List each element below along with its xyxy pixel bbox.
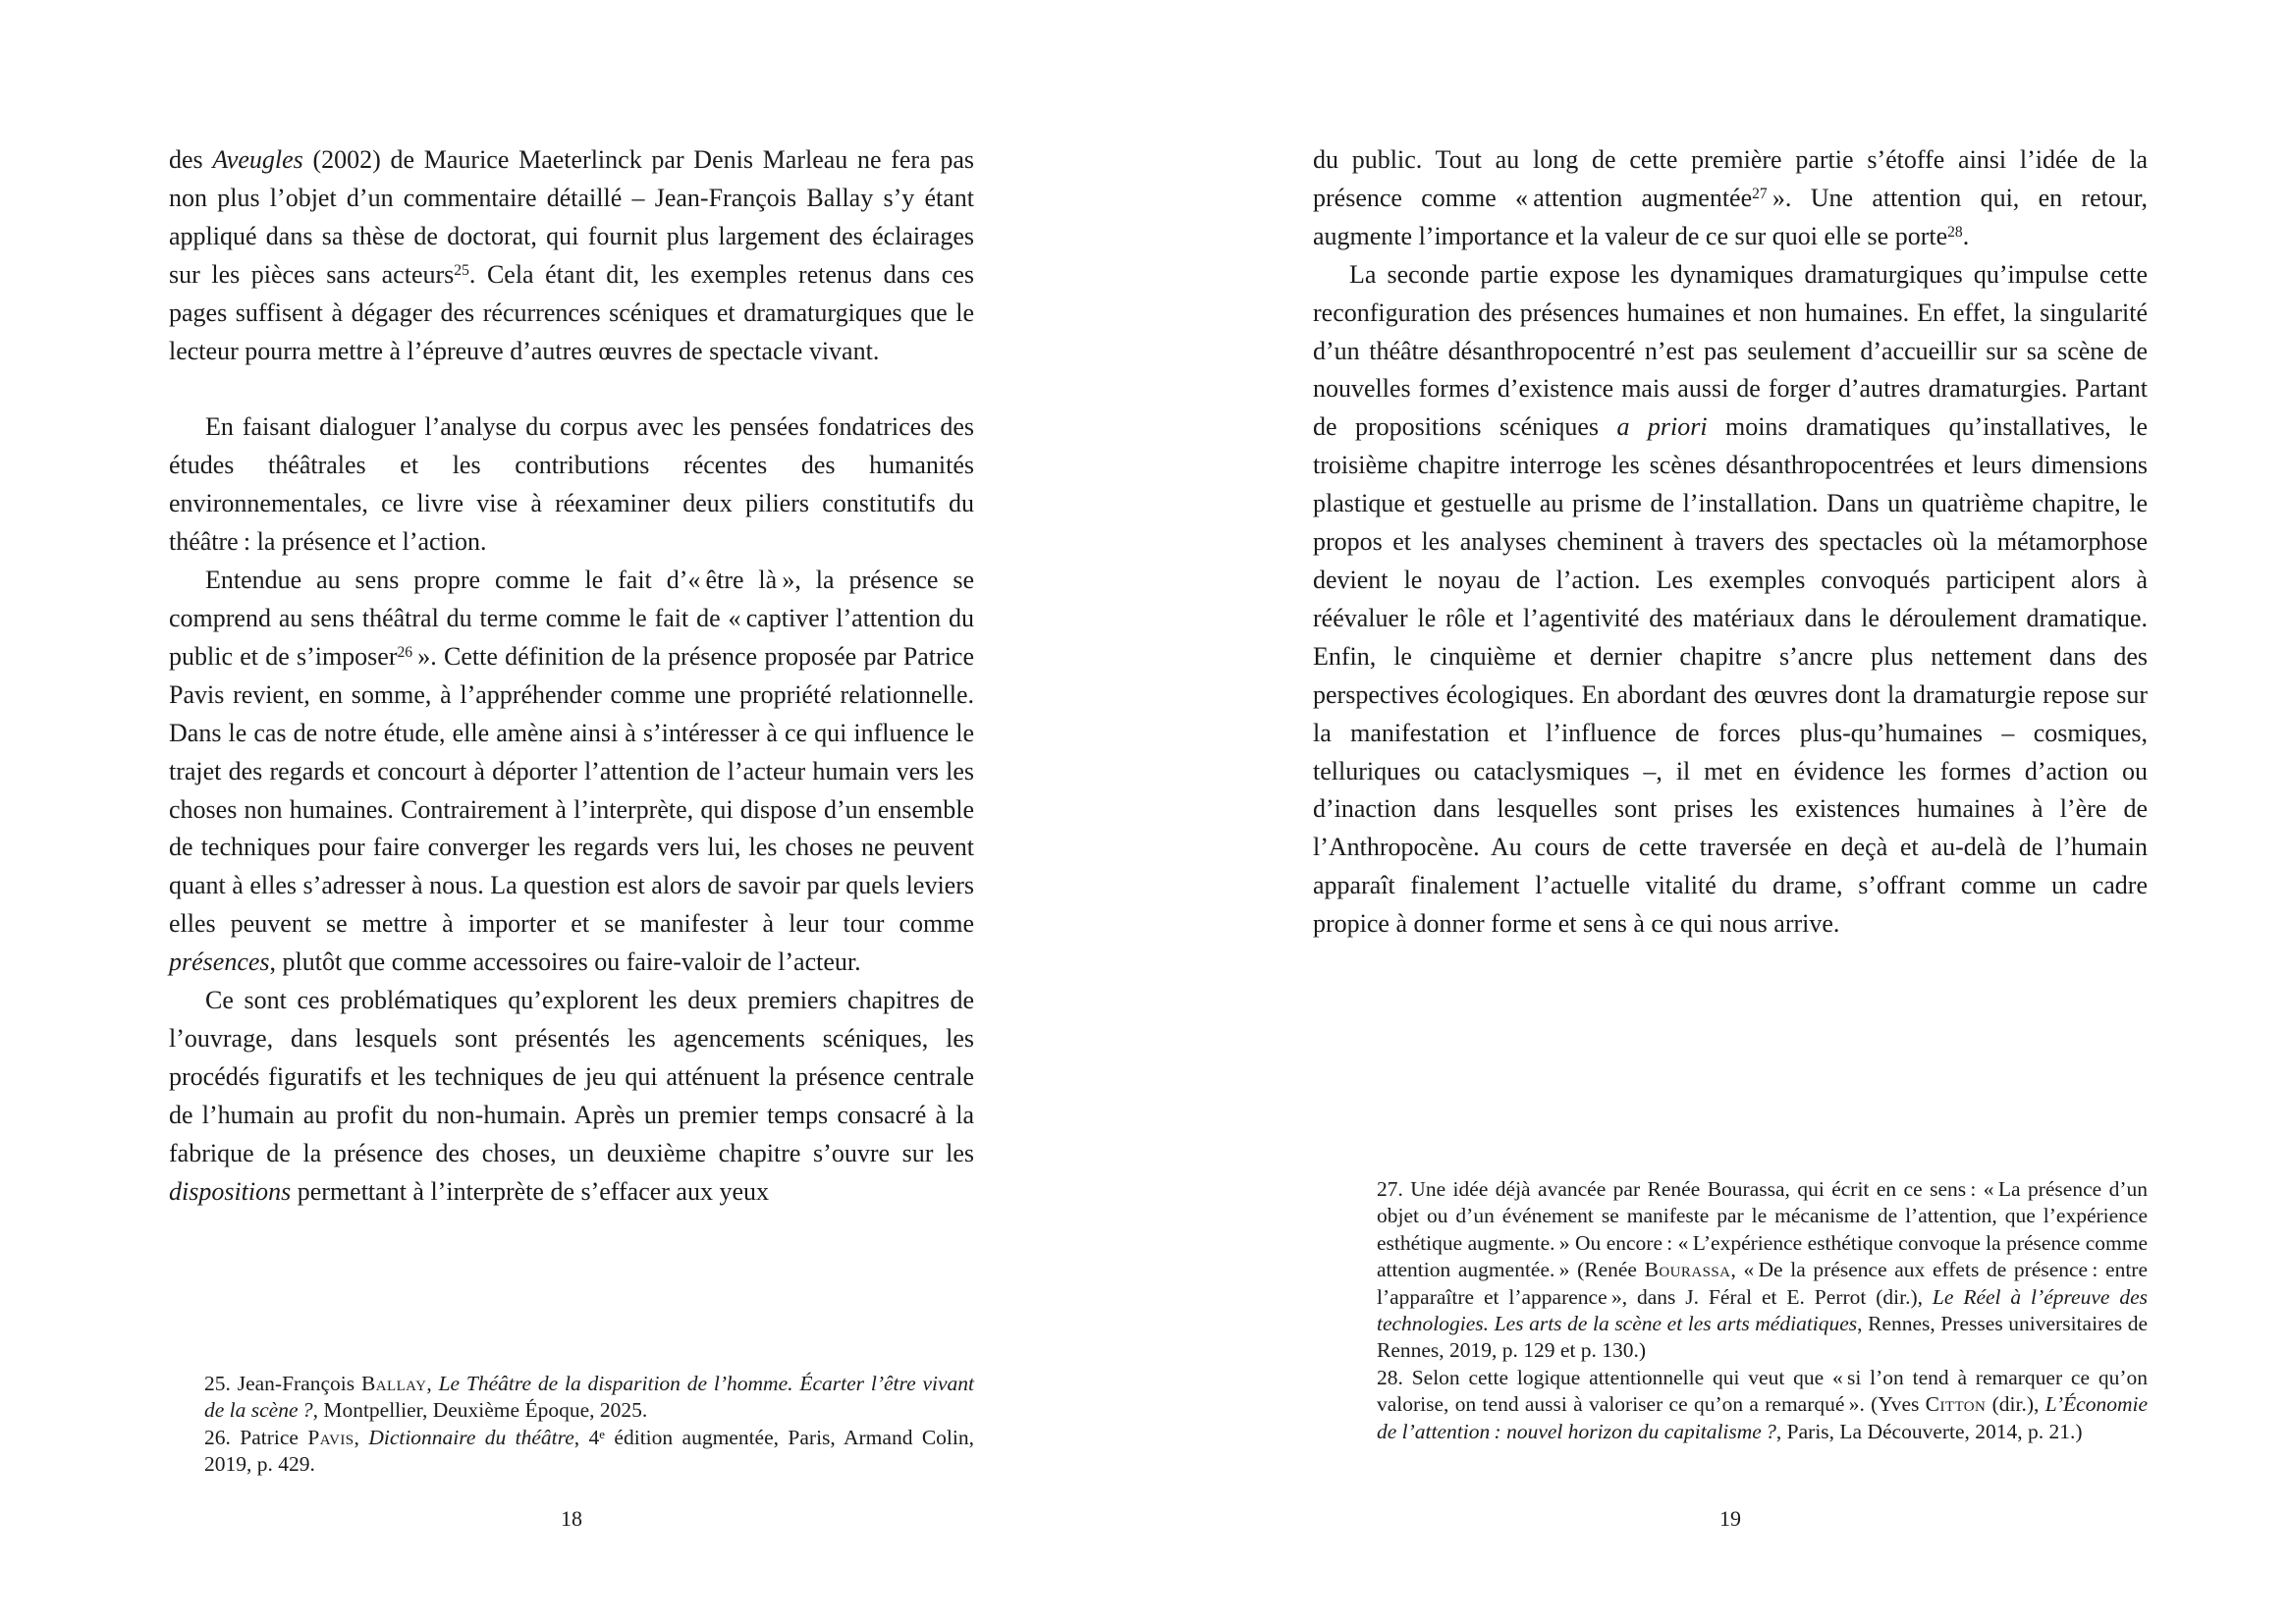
body-paragraph: du public. Tout au long de cette première partie s’étoffe ainsi l’idée de la présence comme « attention augmentée$^{27}$ ». Une attention qui, en retour, augmente l’importance et la valeur de ce sur quoi elle se porte$^{28}$. — [1313, 145, 2148, 250]
body-text-left — [169, 141, 974, 1211]
page-number-right: 19 — [1719, 1506, 1741, 1531]
footnote: 27. Une idée déjà avancée par Renée Bourassa, qui écrit en ce sens : « La présence d’un objet ou d’un événement se manifeste par le mécanisme de l’attention, que l’expérience esthétique augmente. » Ou encore : « L’expérience esthétique convoque la présence comme attention augmentée. » (Renée Bourassa, « De la présence aux effets de présence : entre l’apparaître et l’apparence », dans J. Féral et E. Perrot (dir.), Le Réel à l’épreuve des technologies. Les arts de la scène et les arts médiatiques, Rennes, Presses universitaires de Rennes, 2019, p. 129 et p. 130.) — [1377, 1177, 2149, 1363]
body-paragraph: La seconde partie expose les dynamiques dramaturgiques qu’impulse cette reconfiguration des présences humaines et non humaines. En effet, la singularité d’un théâtre désanthropocentré n’est pas seulement d’accueillir sur sa scène de nouvelles formes d’existence mais aussi de forger d’autres dramaturgies. Partant de propositions scéniques a priori moins dramatiques qu’installatives, le troisième chapitre interroge les scènes désanthropocentrées et leurs dimensions plastique et gestuelle au prisme de l’installation. Dans un quatrième chapitre, le propos et les analyses cheminent à travers des spectacles où la métamorphose devient le noyau de l’action. Les exemples convoqués participent alors à réévaluer le rôle et l’agentivité des matériaux dans le déroulement dramatique. Enfin, le cinquième et dernier chapitre s’ancre plus nettement dans des perspectives écologiques. En abordant des œuvres dont la dramaturgie repose sur la manifestation et l’influence de forces plus-qu’humaines – cosmiques, telluriques ou cataclysmiques –, il met en évidence les formes d’action ou d’inaction dans lesquelles sont prises les existences humaines à l’ère de l’Anthropocène. Au cours de cette traversée en deçà et au-delà de l’humain apparaît finalement l’actuelle vitalité du drame, s’offrant comme un cadre propice à donner forme et sens à ce qui nous arrive. — [1313, 259, 2148, 939]
footnotes-left — [204, 1371, 974, 1479]
page-number-left: 18 — [561, 1506, 582, 1531]
body-paragraph: Entendue au sens propre comme le fait d’« être là », la présence se comprend au sens théâtral du terme comme le fait de « captiver l’attention du public et de s’imposer$^{26}$ ». Cette définition de la présence proposée par Patrice Pavis revient, en somme, à l’appréhender comme une propriété relationnelle. Dans le cas de notre étude, elle amène ainsi à s’intéresser à ce qui influence le trajet des regards et concourt à déporter l’attention de l’acteur humain vers les choses non humaines. Contrairement à l’interprète, qui dispose d’un ensemble de techniques pour faire converger les regards vers lui, les choses ne peuvent quant à elles s’adresser à nous. La question est alors de savoir par quels leviers elles peuvent se mettre à importer et se manifester à leur tour comme présences, plutôt que comme accessoires ou faire-valoir de l’acteur. — [169, 566, 974, 977]
body-paragraph: des Aveugles (2002) de Maurice Maeterlinck par Denis Marleau ne fera pas non plus l’objet d’un commentaire détaillé – Jean-François Ballay s’y étant appliqué dans sa thèse de doctorat, qui fournit plus largement des éclairages sur les pièces sans acteurs$^{25}$. Cela étant dit, les exemples retenus dans ces pages suffisent à dégager des récurrences scéniques et dramaturgiques que le lecteur pourra mettre à l’épreuve d’autres œuvres de spectacle vivant. — [169, 145, 974, 365]
body-text-right — [1313, 141, 2148, 944]
footnote: 26. Patrice Pavis, Dictionnaire du théâtre, 4e édition augmentée, Paris, Armand Colin, 2019, p. 429. — [204, 1425, 974, 1477]
footnotes-right — [1377, 1176, 2148, 1445]
body-paragraph: En faisant dialoguer l’analyse du corpus avec les pensées fondatrices des études théâtrales et les contributions récentes des humanités environnementales, ce livre vise à réexaminer deux piliers constitutifs du théâtre : la présence et l’action. — [169, 412, 974, 557]
footnote: 25. Jean-François Ballay, Le Théâtre de la disparition de l’homme. Écarter l’être vivant de la scène ?, Montpellier, Deuxième Époque, 2025. — [204, 1372, 974, 1423]
footnote: 28. Selon cette logique attentionnelle qui veut que « si l’on tend à remarquer ce qu’on valorise, on tend aussi à valoriser ce qu’on a remarqué ». (Yves Citton (dir.), L’Économie de l’attention : nouvel horizon du capitalisme ?, Paris, La Découverte, 2014, p. 21.) — [1377, 1365, 2148, 1443]
body-paragraph: Ce sont ces problématiques qu’explorent les deux premiers chapitres de l’ouvrage, dans lesquels sont présentés les agencements scéniques, les procédés figuratifs et les techniques de jeu qui atténuent la présence centrale de l’humain au profit du non-humain. Après un premier temps consacré à la fabrique de la présence des choses, un deuxième chapitre s’ouvre sur les dispositions permettant à l’interprète de s’effacer aux yeux — [169, 986, 974, 1206]
